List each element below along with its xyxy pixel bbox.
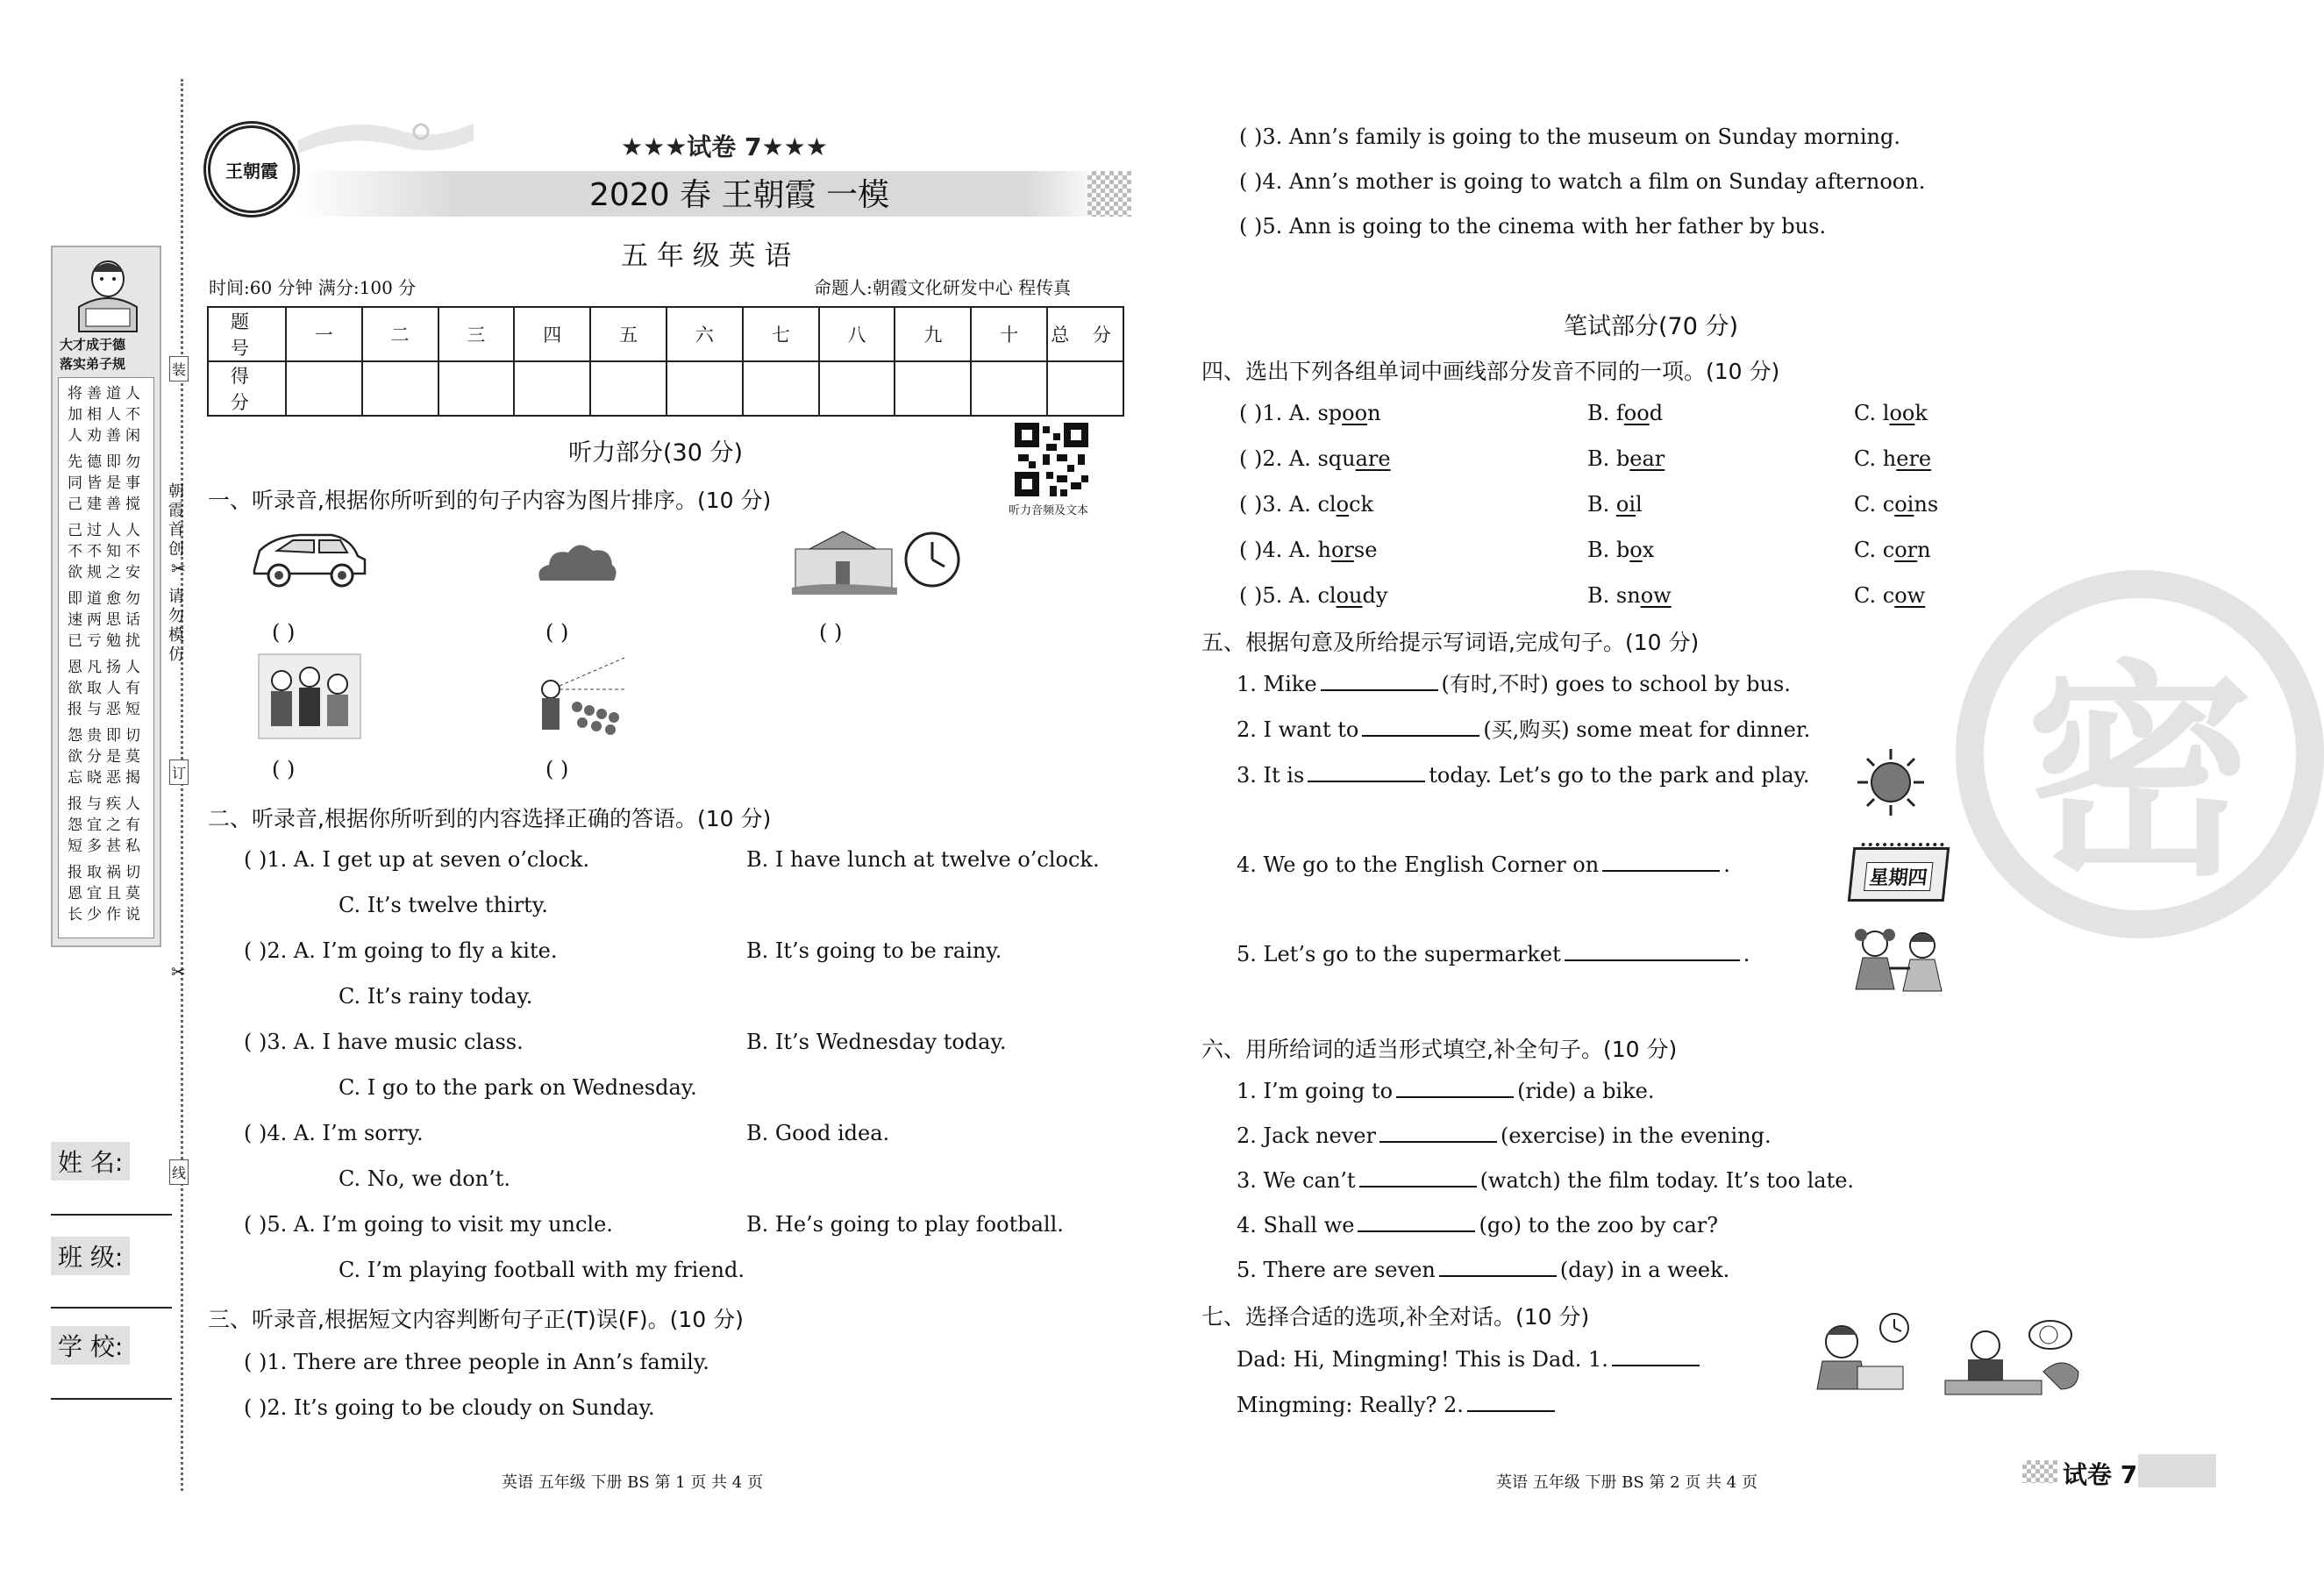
score-table-cell: 八 <box>819 307 895 361</box>
score-table-cell: 一 <box>286 307 362 361</box>
s4-number: ( )2. A. <box>1239 446 1311 471</box>
motto-block: 恩凡扬人 欲取人有 报与恶短 <box>68 659 145 718</box>
s4-row-1[interactable] <box>1239 400 1381 426</box>
name-label: 姓 名: <box>51 1142 130 1180</box>
section-5-title: 五、根据句意及所给提示写词语,完成句子。(10 分) <box>1201 630 1700 655</box>
calendar-picture <box>1848 847 1950 902</box>
calendar-text: 星期四 <box>1864 862 1933 891</box>
answer-blank[interactable] <box>1612 1345 1700 1366</box>
s4-number: ( )4. A. <box>1239 538 1311 562</box>
scissors-icon: ✂ <box>171 558 186 579</box>
s2-option-c-3: C. I go to the park on Wednesday. <box>339 1075 697 1100</box>
s2-option-b-2: B. It’s going to be rainy. <box>746 938 1002 963</box>
museum-people-picture <box>533 654 630 738</box>
motto-bottom: 落实弟子规 <box>60 356 126 372</box>
motto-top: 大才成于德 <box>60 337 126 353</box>
scholar-illustration <box>70 254 146 333</box>
motto-text-box <box>58 377 154 938</box>
section-2-title: 二、听录音,根据你所听到的内容选择正确的答语。(10 分) <box>208 806 772 831</box>
score-input-cell[interactable] <box>667 361 743 416</box>
s2-option-b-3: B. It’s Wednesday today. <box>746 1030 1007 1054</box>
answer-blank[interactable] <box>1565 940 1740 961</box>
cut-mark-1: 装 <box>169 356 189 382</box>
section-4-title: 四、选出下列各组单词中画线部分发音不同的一项。(10 分) <box>1201 359 1780 384</box>
picture-bracket-5[interactable]: ( ) <box>545 757 569 781</box>
footer-left: 英语 五年级 下册 BS 第 1 页 共 4 页 <box>502 1473 763 1492</box>
answer-blank[interactable] <box>1358 1211 1475 1232</box>
s4-b-3: B. oil <box>1587 492 1643 517</box>
s4-c-2: C. here <box>1854 446 1932 471</box>
motto-block: 将善道人 加相人不 人劝善闲 <box>68 385 145 445</box>
tag-pattern <box>2022 1460 2057 1483</box>
motto-panel <box>51 246 161 947</box>
section-1-title: 一、听录音,根据你所听到的句子内容为图片排序。(10 分) <box>208 488 772 513</box>
s7-line-2: Mingming: Really? 2. <box>1237 1391 1558 1418</box>
score-input-cell[interactable] <box>1047 361 1123 416</box>
score-input-cell[interactable] <box>514 361 590 416</box>
score-table <box>207 306 1124 417</box>
s4-row-5[interactable] <box>1239 582 1387 609</box>
qr-caption: 听力音频及文本 <box>1009 504 1089 517</box>
family-picture <box>259 654 360 738</box>
s3-item-3[interactable]: ( )3. Ann’s family is going to the museum on Sunday morning. <box>1239 125 1900 149</box>
score-input-cell[interactable] <box>286 361 362 416</box>
s2-question-4[interactable]: ( )4. A. I’m sorry. <box>244 1121 424 1145</box>
name-field[interactable] <box>51 1214 172 1216</box>
motto-block: 即道愈勿 速两思话 已亏勉扰 <box>68 590 145 650</box>
s3-item-4[interactable]: ( )4. Ann’s mother is going to watch a film on Sunday afternoon. <box>1239 169 1926 194</box>
cloud-picture <box>535 537 619 586</box>
watermark-text: 密 <box>2026 641 2254 907</box>
girls-picture <box>1845 923 1954 1000</box>
s5-item-4: 4. We go to the English Corner on . <box>1237 852 1730 877</box>
written-title: 笔试部分(70 分) <box>1564 313 1739 340</box>
s3-item-5[interactable]: ( )5. Ann is going to the cinema with her father by bus. <box>1239 214 1827 239</box>
time-info: 时间:60 分钟 满分:100 分 <box>209 277 417 298</box>
score-table-score-row <box>208 361 1123 416</box>
score-table-cell: 得 分 <box>208 361 286 416</box>
boy-phone-picture <box>1807 1312 1912 1393</box>
s2-question-5[interactable]: ( )5. A. I’m going to visit my uncle. <box>244 1212 613 1237</box>
picture-bracket-1[interactable]: ( ) <box>272 620 296 645</box>
picture-bracket-4[interactable]: ( ) <box>272 757 296 781</box>
s5-item-3: 3. It is today. Let’s go to the park and play. <box>1237 763 1810 788</box>
score-input-cell[interactable] <box>590 361 667 416</box>
s5-item-2: 2. I want to (买,购买) some meat for dinner. <box>1237 717 1811 742</box>
s4-b-1: B. food <box>1587 401 1664 425</box>
cut-mark-3: 线 <box>169 1159 189 1185</box>
picture-bracket-2[interactable]: ( ) <box>545 620 569 645</box>
exam-title: 2020 春 王朝霞 一模 <box>589 177 889 213</box>
score-input-cell[interactable] <box>438 361 515 416</box>
school-field[interactable] <box>51 1398 172 1400</box>
s4-number: ( )5. A. <box>1239 583 1311 608</box>
sun-picture <box>1856 747 1926 817</box>
s6-item-4: 4. Shall we (go) to the zoo by car? <box>1237 1213 1719 1237</box>
binding-line <box>181 79 183 1491</box>
answer-blank[interactable] <box>1602 851 1720 872</box>
section-6-title: 六、用所给词的适当形式填空,补全句子。(10 分) <box>1201 1037 1678 1062</box>
s2-option-c-4: C. No, we don’t. <box>339 1166 511 1191</box>
motto-block: 报与疾人 怨宜之有 短多甚私 <box>68 795 145 855</box>
score-table-cell: 题 号 <box>208 307 286 361</box>
score-table-cell: 七 <box>743 307 819 361</box>
dad-phone-picture <box>1945 1319 2084 1396</box>
s2-question-3[interactable]: ( )3. A. I have music class. <box>244 1030 524 1054</box>
s2-option-b-5: B. He’s going to play football. <box>746 1212 1064 1237</box>
s4-c-4: C. corn <box>1854 538 1931 562</box>
calendar-rings <box>1861 843 1944 852</box>
s4-c-5: C. cow <box>1854 583 1926 608</box>
s3-item-1[interactable]: ( )1. There are three people in Ann’s family. <box>244 1350 709 1374</box>
answer-blank[interactable] <box>1362 716 1479 737</box>
answer-blank[interactable] <box>1379 1122 1497 1143</box>
cut-mark-2: 订 <box>169 760 189 785</box>
score-table-cell: 三 <box>438 307 515 361</box>
footer-right: 英语 五年级 下册 BS 第 2 页 共 4 页 <box>1496 1473 1757 1492</box>
score-table-cell: 五 <box>590 307 667 361</box>
answer-blank[interactable] <box>1359 1166 1477 1187</box>
word-a: cloudy <box>1317 583 1388 608</box>
s2-option-b-1: B. I have lunch at twelve o’clock. <box>746 847 1100 872</box>
exam-subtitle: 五 年 级 英 语 <box>621 240 792 272</box>
logo-text: 王朝霞 <box>225 160 278 182</box>
s2-question-1[interactable]: ( )1. A. I get up at seven o’clock. <box>244 847 590 872</box>
ribbon-decoration <box>298 114 474 158</box>
s4-c-3: C. coins <box>1854 492 1939 517</box>
motto-block: 报取祸切 恩宜且莫 长少作说 <box>68 864 145 924</box>
s4-b-4: B. box <box>1587 538 1655 562</box>
banner-pattern <box>1087 171 1131 217</box>
school-label: 学 校: <box>51 1326 130 1365</box>
word-a: horse <box>1317 538 1378 562</box>
author-info: 命题人:朝霞文化研发中心 程传真 <box>814 277 1072 298</box>
exam-tag: 试卷 7 <box>2063 1460 2138 1489</box>
s4-row-2[interactable] <box>1239 446 1391 472</box>
motto-block: 己过人人 不不知不 欲规之安 <box>68 522 145 581</box>
word-a: square <box>1317 446 1391 471</box>
s4-number: ( )3. A. <box>1239 492 1311 517</box>
s4-row-4[interactable] <box>1239 537 1377 563</box>
s4-row-3[interactable] <box>1239 491 1373 517</box>
score-input-cell[interactable] <box>895 361 971 416</box>
logo <box>203 121 300 218</box>
answer-blank[interactable] <box>1308 761 1425 782</box>
s6-item-2: 2. Jack never (exercise) in the evening. <box>1237 1123 1772 1148</box>
s6-item-5: 5. There are seven (day) in a week. <box>1237 1258 1730 1282</box>
score-input-cell[interactable] <box>971 361 1047 416</box>
s4-b-5: B. snow <box>1587 583 1672 608</box>
score-table-cell: 六 <box>667 307 743 361</box>
answer-blank[interactable] <box>1396 1077 1514 1098</box>
section-7-title: 七、选择合适的选项,补全对话。(10 分) <box>1201 1304 1590 1330</box>
score-table-cell: 二 <box>362 307 438 361</box>
score-input-cell[interactable] <box>362 361 438 416</box>
s6-item-3: 3. We can’t (watch) the film today. It’s too late. <box>1237 1168 1855 1193</box>
motto-block: 先德即勿 同皆是事 己建善搅 <box>68 453 145 513</box>
score-table-cell: 四 <box>514 307 590 361</box>
vertical-note-2: 请勿模仿 <box>166 588 184 665</box>
s4-c-1: C. look <box>1854 401 1928 425</box>
score-table-cell: 十 <box>971 307 1047 361</box>
tag-bar <box>2138 1454 2216 1487</box>
car-picture <box>247 526 370 589</box>
s7-line-1: Dad: Hi, Mingming! This is Dad. 1. <box>1237 1345 1703 1373</box>
stars-title: ★★★试卷 7★★★ <box>621 132 828 161</box>
class-label: 班 级: <box>51 1237 130 1275</box>
s2-option-c-2: C. It’s rainy today. <box>339 984 533 1009</box>
s2-option-b-4: B. Good idea. <box>746 1121 890 1145</box>
answer-blank[interactable] <box>1467 1391 1555 1412</box>
listening-title: 听力部分(30 分) <box>568 439 744 467</box>
s6-item-1: 1. I’m going to (ride) a bike. <box>1237 1079 1655 1103</box>
score-table-cell: 九 <box>895 307 971 361</box>
qr-code-icon[interactable] <box>1015 423 1088 496</box>
s3-item-2[interactable]: ( )2. It’s going to be cloudy on Sunday. <box>244 1395 655 1420</box>
tiananmen-clock-picture <box>792 524 964 596</box>
word-a: spoon <box>1317 401 1381 425</box>
word-a: clock <box>1317 492 1374 517</box>
s2-question-2[interactable]: ( )2. A. I’m going to fly a kite. <box>244 938 558 963</box>
picture-bracket-3[interactable]: ( ) <box>819 620 843 645</box>
answer-blank[interactable] <box>1439 1256 1557 1277</box>
s5-item-1: 1. Mike (有时,不时) goes to school by bus. <box>1237 672 1791 696</box>
s2-option-c-5: C. I’m playing football with my friend. <box>339 1258 745 1282</box>
s4-number: ( )1. A. <box>1239 401 1311 425</box>
score-input-cell[interactable] <box>819 361 895 416</box>
class-field[interactable] <box>51 1307 172 1309</box>
motto-block: 怨贵即切 欲分是莫 忘晓恶揭 <box>68 727 145 787</box>
answer-blank[interactable] <box>1321 670 1438 691</box>
scissors-icon-2: ✂ <box>171 961 186 982</box>
s5-item-5: 5. Let’s go to the supermarket . <box>1237 942 1750 966</box>
score-table-cell: 总 分 <box>1047 307 1123 361</box>
score-input-cell[interactable] <box>743 361 819 416</box>
vertical-note-1: 朝霞首创 <box>166 482 184 560</box>
confidential-watermark <box>1956 570 2324 938</box>
section-3-title: 三、听录音,根据短文内容判断句子正(T)误(F)。(10 分) <box>208 1307 744 1332</box>
s2-option-c-1: C. It’s twelve thirty. <box>339 893 548 917</box>
s4-b-2: B. bear <box>1587 446 1665 471</box>
score-table-header-row <box>208 307 1123 361</box>
